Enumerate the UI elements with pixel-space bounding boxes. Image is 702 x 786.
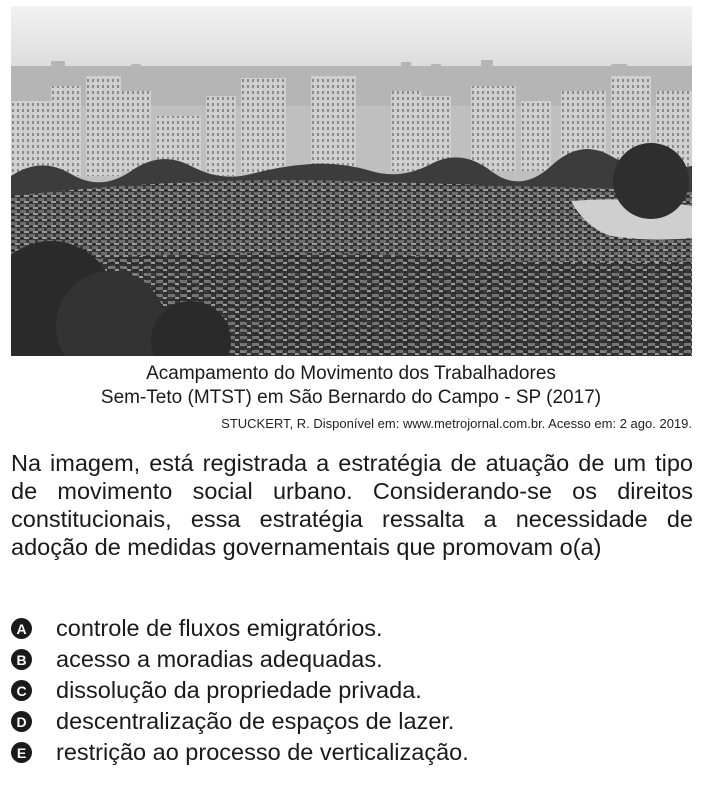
- option-letter-badge: B: [11, 649, 32, 670]
- photo-credit: STUCKERT, R. Disponível em: www.metrojornal.com.br. Acesso em: 2 ago. 2019.: [221, 416, 692, 431]
- photo-caption-line2: Sem-Teto (MTST) em São Bernardo do Campo - SP (2017): [100, 387, 602, 408]
- option-letter-badge: C: [11, 680, 32, 701]
- option-text: descentralização de espaços de lazer.: [56, 708, 455, 734]
- option-letter-badge: E: [11, 742, 32, 763]
- option-d[interactable]: [11, 706, 691, 737]
- option-text: restrição ao processo de verticalização.: [56, 739, 469, 765]
- answer-options: [11, 613, 691, 768]
- option-text: dissolução da propriedade privada.: [56, 677, 422, 703]
- question-stem: Na imagem, está registrada a estratégia de atuação de um tipo de movimento social urbano. Considerando-se os direitos constitucionais, essa estratégia ressalta a necessidade de adoção de medidas governamentais que promovam o(a): [11, 450, 693, 560]
- option-c[interactable]: [11, 675, 691, 706]
- photo-caption-line1: Acampamento do Movimento dos Trabalhadores: [146, 363, 556, 384]
- option-letter-badge: A: [11, 618, 32, 639]
- option-letter-badge: D: [11, 711, 32, 732]
- photo-illustration: [11, 6, 692, 356]
- option-text: controle de fluxos emigratórios.: [56, 615, 383, 641]
- option-text: acesso a moradias adequadas.: [56, 646, 383, 672]
- option-b[interactable]: [11, 644, 691, 675]
- photo-mtst-camp: [11, 6, 692, 356]
- option-e[interactable]: [11, 737, 691, 768]
- option-a[interactable]: [11, 613, 691, 644]
